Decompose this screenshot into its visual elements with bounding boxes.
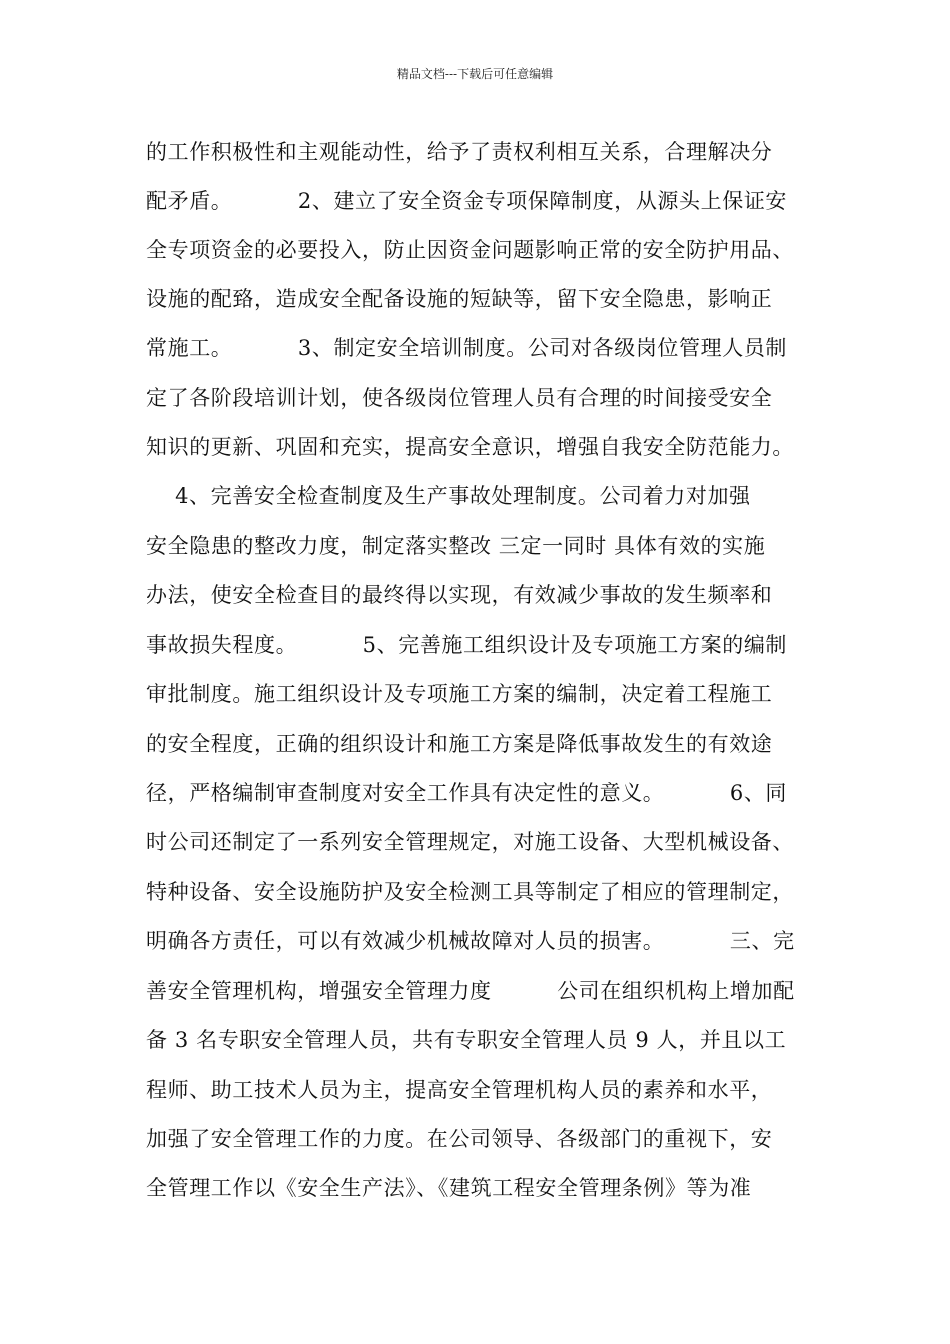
text-line: 4、完善安全检查制度及生产事故处理制度。公司着力对加强 — [146, 484, 751, 508]
text-line: 加强了安全管理工作的力度。在公司领导、各级部门的重视下，安 — [146, 1127, 773, 1151]
text-line: 径，严格编制审查制度对安全工作具有决定性的意义。 6、同 — [146, 781, 788, 805]
text-line: 全专项资金的必要投入，防止因资金问题影响正常的安全防护用品、 — [146, 238, 794, 262]
text-line: 办法，使安全检查目的最终得以实现，有效减少事故的发生频率和 — [146, 583, 773, 607]
text-line: 设施的配臵，造成安全配备设施的短缺等，留下安全隐患，影响正 — [146, 287, 773, 311]
text-line: 时公司还制定了一系列安全管理规定，对施工设备、大型机械设备、 — [146, 830, 794, 854]
page-header: 精品文档---下载后可任意编辑 — [396, 67, 554, 81]
text-line: 知识的更新、巩固和充实，提高安全意识，增强自我安全防范能力。 — [146, 435, 794, 459]
text-line: 特种设备、安全设施防护及安全检测工具等制定了相应的管理制定， — [146, 880, 794, 904]
text-line: 明确各方责任，可以有效减少机械故障对人员的损害。 三、完 — [146, 929, 795, 953]
text-line: 全管理工作以《安全生产法》、《建筑工程安全管理条例》等为准 — [146, 1176, 752, 1200]
text-line: 程师、助工技术人员为主，提高安全管理机构人员的素养和水平， — [146, 1078, 773, 1102]
text-line: 善安全管理机构，增强安全管理力度 公司在组织机构上增加配 — [146, 979, 795, 1003]
text-line: 定了各阶段培训计划，使各级岗位管理人员有合理的时间接受安全 — [146, 386, 773, 410]
text-line: 审批制度。施工组织设计及专项施工方案的编制，决定着工程施工 — [146, 682, 773, 706]
text-line: 的工作积极性和主观能动性，给予了责权利相互关系，合理解决分 — [146, 140, 773, 164]
text-line: 的安全程度，正确的组织设计和施工方案是降低事故发生的有效途 — [146, 732, 773, 756]
text-line: 配矛盾。 2、建立了安全资金专项保障制度，从源头上保证安 — [146, 189, 788, 213]
text-line: 常施工。 3、制定安全培训制度。公司对各级岗位管理人员制 — [146, 336, 788, 360]
text-line: 安全隐患的整改力度，制定落实整改 三定一同时 具体有效的实施 — [146, 534, 766, 558]
text-line: 事故损失程度。 5、完善施工组织设计及专项施工方案的编制 — [146, 633, 788, 657]
text-line: 备 3 名专职安全管理人员，共有专职安全管理人员 9 人，并且以工 — [146, 1028, 787, 1052]
